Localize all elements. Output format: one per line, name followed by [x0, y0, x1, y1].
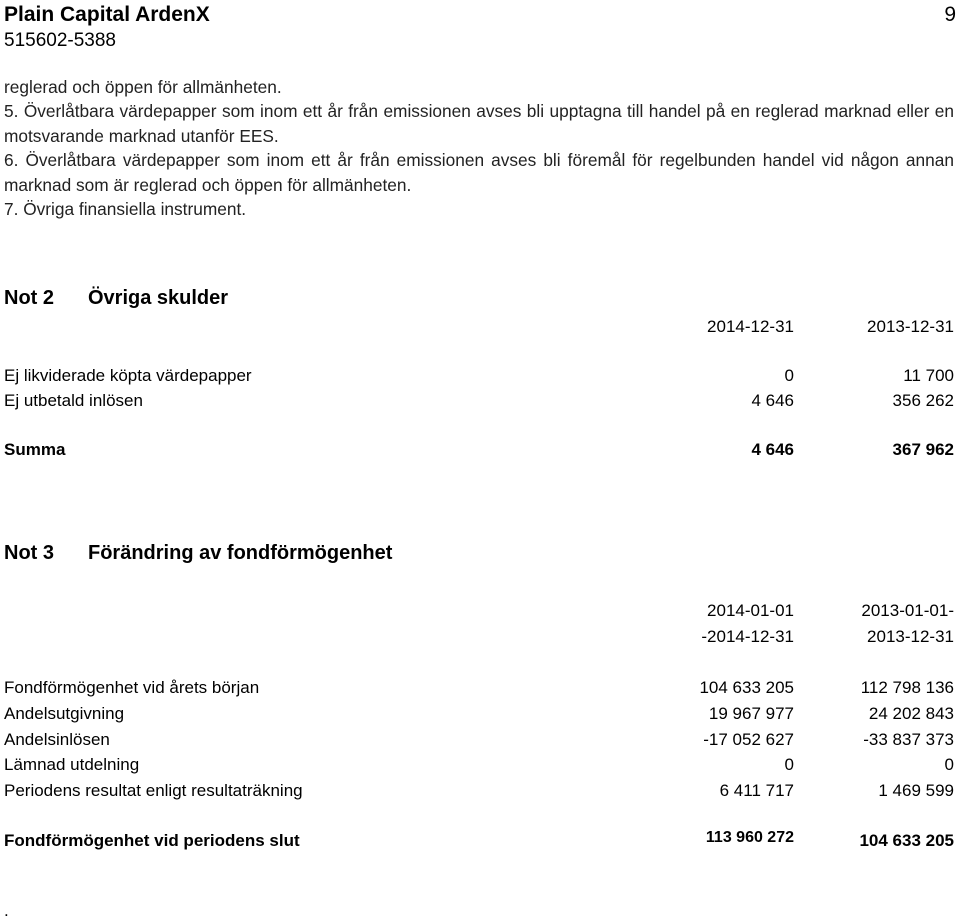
- org-number: 515602-5388: [4, 30, 116, 51]
- intro-line: 6. Överlåtbara värdepapper som inom ett år från emissionen avses bli föremål för regelbunden handel vid någon annan marknad som är reglerad och öppen för allmänheten.: [4, 150, 954, 195]
- note3-col2-header: 2013-01-01-: [861, 601, 954, 620]
- note3-col1-header-cont: -2014-12-31: [701, 627, 794, 646]
- row-value-2013: 112 798 136: [860, 678, 954, 697]
- row-label: Ej utbetald inlösen: [4, 391, 143, 410]
- note2-col1-header: 2014-12-31: [707, 317, 794, 336]
- table-row: [4, 703, 954, 725]
- intro-line: 7. Övriga finansiella instrument.: [4, 199, 247, 220]
- total-value-2013: 104 633 205: [859, 831, 954, 850]
- note3-col1-header: 2014-01-01: [707, 601, 794, 620]
- note3-number: Not 3: [4, 542, 54, 564]
- table-row: [4, 365, 954, 387]
- note2-number: Not 2: [4, 287, 54, 309]
- row-label: Andelsutgivning: [4, 704, 125, 723]
- row-label: Andelsinlösen: [4, 730, 110, 749]
- note3-heading: [4, 540, 392, 566]
- row-value-2014: -17 052 627: [703, 730, 794, 749]
- total-value-2014: 113 960 272: [705, 829, 794, 846]
- table-row: [4, 729, 954, 751]
- note2-col2-header: 2013-12-31: [867, 317, 954, 336]
- row-label: Ej likviderade köpta värdepapper: [4, 366, 252, 385]
- note2-title: Övriga skulder: [88, 287, 229, 309]
- note2-heading: [4, 285, 228, 311]
- page-number: 9: [944, 3, 956, 26]
- fund-name: Plain Capital ArdenX: [4, 3, 210, 26]
- note3-title: Förändring av fondförmögenhet: [88, 542, 393, 564]
- row-value-2013: 356 262: [892, 391, 954, 410]
- row-value-2014: 0: [784, 755, 794, 774]
- row-value-2013: -33 837 373: [863, 730, 954, 749]
- note3-col2-header-cont: 2013-12-31: [867, 627, 954, 646]
- row-label: Fondförmögenhet vid årets början: [4, 678, 260, 697]
- table-row: [4, 677, 954, 699]
- note2-column-headers: [4, 316, 954, 338]
- table-row: [4, 390, 954, 412]
- intro-line: reglerad och öppen för allmänheten.: [4, 77, 282, 97]
- row-value-2013: 1 469 599: [878, 781, 954, 800]
- note3-total-row: [4, 830, 954, 852]
- row-value-2013: 11 700: [903, 366, 954, 385]
- table-row: [4, 754, 954, 776]
- intro-text: [4, 75, 954, 221]
- row-value-2014: 6 411 717: [719, 781, 794, 800]
- row-value-2013: 0: [944, 755, 954, 774]
- total-value-2014: 4 646: [751, 440, 794, 459]
- total-label: Fondförmögenhet vid periodens slut: [4, 831, 300, 850]
- row-label: Lämnad utdelning: [4, 755, 140, 774]
- total-label: Summa: [4, 440, 66, 459]
- total-value-2013: 367 962: [892, 440, 954, 459]
- row-label: Periodens resultat enligt resultaträkning: [4, 781, 303, 800]
- row-value-2014: 0: [784, 366, 794, 385]
- row-value-2013: 24 202 843: [868, 704, 954, 723]
- row-value-2014: 19 967 977: [708, 704, 794, 723]
- note3-column-headers-line2: [4, 626, 954, 648]
- table-row: [4, 780, 954, 802]
- note2-total-row: [4, 439, 954, 461]
- row-value-2014: 4 646: [751, 391, 794, 410]
- row-value-2014: 104 633 205: [699, 678, 794, 697]
- note3-column-headers-line1: [4, 600, 954, 622]
- trailing-dot: .: [4, 901, 9, 920]
- intro-line: 5. Överlåtbara värdepapper som inom ett år från emissionen avses bli upptagna till handel på en reglerad marknad eller en motsvarande marknad utanför EES.: [4, 101, 954, 146]
